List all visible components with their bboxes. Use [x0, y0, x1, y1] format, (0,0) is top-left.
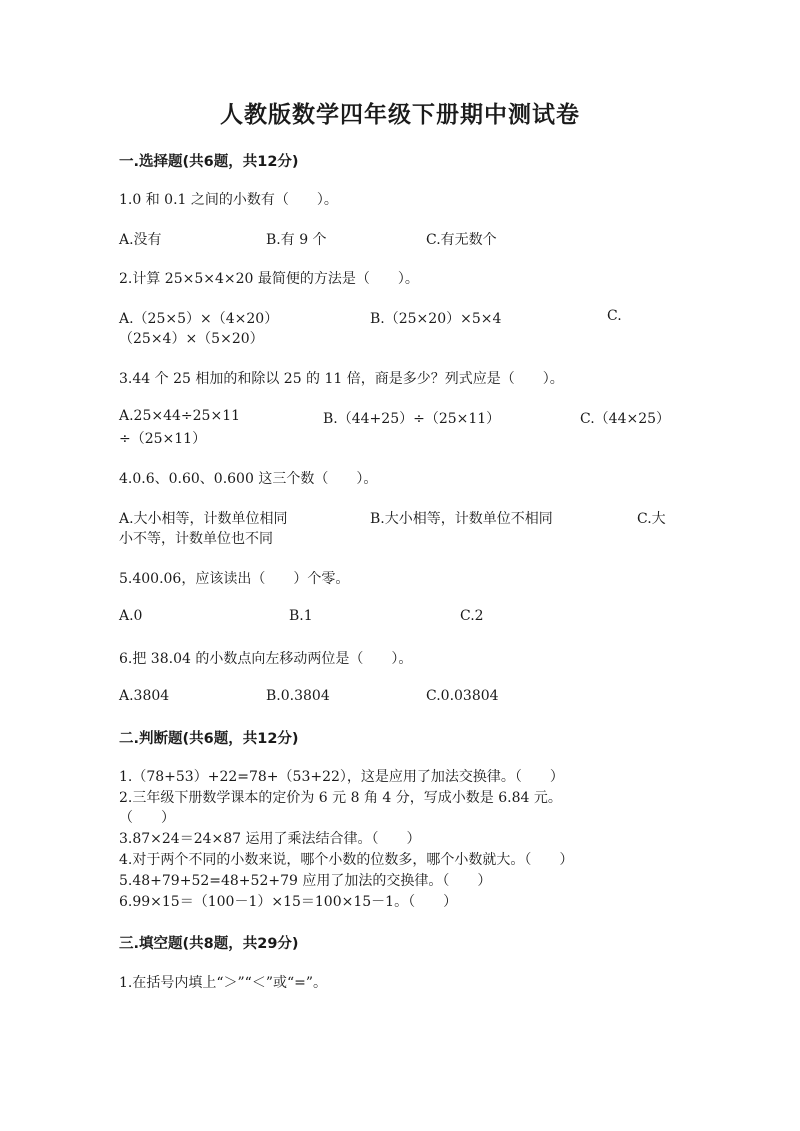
- option-b: B.大小相等，计数单位不相同: [370, 511, 553, 527]
- option-c: C.大: [637, 511, 666, 527]
- option-b: B.（25×20）×5×4: [370, 311, 502, 327]
- option-a: A.（25×5）×（4×20）: [119, 311, 279, 327]
- question-stem: 5.400.06，应该读出（ ）个零。: [119, 571, 350, 587]
- option-c-continued: ÷（25×11）: [119, 431, 207, 447]
- option-c-continued: （25×4）×（5×20）: [119, 331, 264, 347]
- judgement-item: 5.48+79+52=48+52+79 应用了加法的交换律。（ ）: [119, 873, 492, 889]
- option-c: C.（44×25）: [580, 411, 671, 427]
- option-c-continued: 小不等，计数单位也不同: [119, 531, 273, 547]
- judgement-item-continued: （ ）: [119, 810, 175, 826]
- option-a: A.25×44÷25×11: [119, 408, 241, 424]
- fill-blank-item: 1.在括号内填上“＞”“＜”或“=”。: [119, 975, 328, 991]
- question-stem: 6.把 38.04 的小数点向左移动两位是（ ）。: [119, 651, 413, 667]
- option-a: A.大小相等，计数单位相同: [119, 511, 288, 527]
- question-stem: 1.0 和 0.1 之间的小数有（ ）。: [119, 192, 338, 208]
- option-c: C.有无数个: [426, 232, 497, 248]
- section-heading-judgement: 二.判断题(共6题，共12分): [119, 731, 299, 747]
- option-a: A.没有: [119, 232, 162, 248]
- option-b: B.1: [289, 608, 313, 624]
- option-b: B.有 9 个: [266, 232, 327, 248]
- option-c: C.2: [460, 608, 484, 624]
- option-c: C.: [607, 308, 622, 324]
- judgement-item: 4.对于两个不同的小数来说，哪个小数的位数多，哪个小数就大。（ ）: [119, 852, 574, 868]
- judgement-item: 6.99×15＝（100－1）×15＝100×15－1。（ ）: [119, 894, 458, 910]
- option-c: C.0.03804: [426, 688, 499, 704]
- judgement-item: 1.（78+53）+22=78+（53+22），这是应用了加法交换律。（ ）: [119, 769, 564, 785]
- option-a: A.3804: [119, 688, 170, 704]
- option-a: A.0: [119, 608, 143, 624]
- judgement-item: 2.三年级下册数学课本的定价为 6 元 8 角 4 分，写成小数是 6.84 元。: [119, 790, 562, 806]
- section-heading-choice: 一.选择题(共6题，共12分): [119, 154, 299, 170]
- section-heading-fill-blank: 三.填空题(共8题，共29分): [119, 936, 299, 952]
- page-title: 人教版数学四年级下册期中测试卷: [220, 102, 580, 128]
- judgement-item: 3.87×24＝24×87 运用了乘法结合律。（ ）: [119, 831, 421, 847]
- question-stem: 2.计算 25×5×4×20 最简便的方法是（ ）。: [119, 271, 419, 287]
- question-stem: 4.0.6、0.60、0.600 这三个数（ ）。: [119, 471, 378, 487]
- option-b: B.（44+25）÷（25×11）: [323, 411, 501, 427]
- option-b: B.0.3804: [266, 688, 330, 704]
- question-stem: 3.44 个 25 相加的和除以 25 的 11 倍，商是多少？列式应是（ ）。: [119, 371, 564, 387]
